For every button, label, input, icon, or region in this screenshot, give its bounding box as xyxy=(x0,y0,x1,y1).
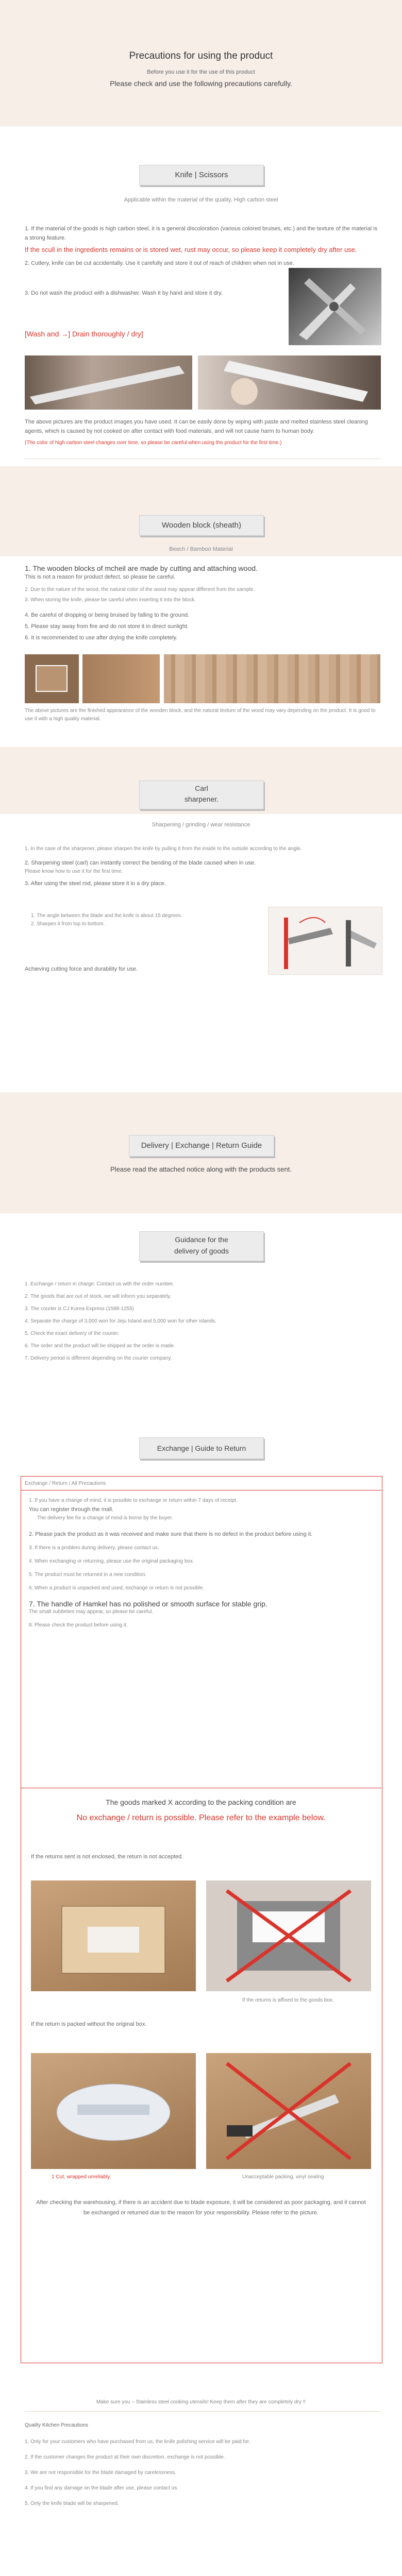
exchange-p7: 7. The handle of Hamkel has no polished or smooth surface for stable grip. xyxy=(29,1600,267,1608)
carl-heading-line2: sharpener. xyxy=(184,795,219,803)
example-caption-3: If the return is packed without the original box. xyxy=(31,2021,147,2027)
carl-p3: 3. After using the steel rod, please store it in a dry place. xyxy=(25,880,166,887)
knife-p1-red: If the scull in the ingredients remains or is stored wet, rust may occur, so please keep it completely dry after use. xyxy=(25,246,357,253)
final-item: 4. If you find any damage on the blade after use, please contact us. xyxy=(25,2485,178,2491)
knife-heading: Knife | Scissors xyxy=(139,165,264,185)
final-item: 2. If the customer changes the product at their own discretion, exchange is not possible. xyxy=(25,2454,225,2460)
delivery-item: 7. Delivery period is different depending on the courier company. xyxy=(25,1355,172,1361)
wooden-p3: 3. When storing the knife, please be careful when inserting it into the block. xyxy=(25,597,196,603)
guidance-heading xyxy=(139,1231,264,1261)
example-photo-wrapped xyxy=(31,2053,196,2169)
final-title: Quality Kitchen Precautions xyxy=(25,2422,88,2428)
knife-washing-photo-left xyxy=(25,355,192,410)
closing-divider xyxy=(25,2411,380,2412)
wooden-text xyxy=(25,564,380,642)
wood-block-photo-3 xyxy=(164,654,380,703)
knife-p4-note: (The color of high carbon steel changes over time, so please be careful when using the product for the first time.) xyxy=(25,440,282,446)
final-item: 3. We are not responsible for the blade damaged by carelessness. xyxy=(25,2470,176,2476)
example-caption-1: If the returns sent is not enclosed, the return is not accepted. xyxy=(31,1854,183,1860)
knife-p3: 3. Do not wash the product with a dishwasher. Wash it by hand and store it dry. xyxy=(25,290,223,296)
wash-label: [Wash and →] Drain thoroughly / dry] xyxy=(25,330,143,338)
wooden-photo-caption: The above pictures are the finished appearance of the wooden block, and the natural texture of the wood may vary depending on the product. It is good to use it with a high quality material. xyxy=(25,708,376,722)
wood-block-photo-2 xyxy=(82,654,160,703)
knife-p2: 2. Cutlery, knife can be cut accidentally. Use it carefully and store it out of reach of children when not in use. xyxy=(25,260,294,266)
wooden-p4: 4. Be careful of dropping or being bruised by falling to the ground. xyxy=(25,612,190,618)
wooden-band xyxy=(0,466,402,556)
closing-note: Make sure you – Stainless steel cooking utensils! Keep them after they are completely dry !! xyxy=(96,2399,306,2405)
knife-p1: 1. If the material of the goods is high carbon steel, it is a general discoloration (various colored bruises, etc.) and the texture of the material is a strong feature. xyxy=(25,226,378,241)
exchange-p1-note: The delivery fee for a change of mind is borne by the buyer. xyxy=(37,1515,173,1521)
wooden-p1: 1. The wooden blocks of mcheil are made by cutting and attaching wood. xyxy=(25,564,258,572)
carl-diagram-notes xyxy=(31,912,186,928)
delivery-item: 1. Exchange / return in charge: Contact us with the order number. xyxy=(25,1281,174,1287)
wooden-caption: Beech / Bamboo Material xyxy=(169,546,233,552)
exchange-p5: 5. The product must be returned in a new condition. xyxy=(29,1572,147,1578)
carl-p1: 1. In the case of the sharpener, please sharpen the knife by pulling it from the inside to the outside according to the angle. xyxy=(25,846,302,852)
carl-caption: Sharpening / grinding / wear resistance xyxy=(152,822,250,828)
knife-footer-text xyxy=(25,417,380,447)
guidance-line2: delivery of goods xyxy=(174,1247,229,1255)
carl-heading xyxy=(139,781,264,809)
final-item: 5. Only the knife blade will be sharpened. xyxy=(25,2501,119,2506)
wooden-p1-sub: This is not a reason for product defect, so please be careful. xyxy=(25,574,176,580)
delivery-heading: Delivery | Exchange | Return Guide xyxy=(129,1135,274,1157)
carl-p2: 2. Sharpening steel (carl) can instantly correct the bending of the blade caused when in use. xyxy=(25,860,256,866)
delivery-item: 5. Check the exact delivery of the courier. xyxy=(25,1331,120,1336)
final-list xyxy=(25,2421,380,2515)
example-caption-left: 1 Cut, wrapped unreliably. xyxy=(52,2174,111,2180)
exchange-p7-sub: The small subtleties may appear, so please be careful. xyxy=(29,1609,154,1615)
exchange-p4: 4. When exchanging or returning, please use the original packaging box. xyxy=(29,1558,194,1564)
example-caption-2: If the returns is affixed to the goods box. xyxy=(242,1997,334,2003)
packing-note: After checking the warehousing, if there is an accident due to blade exposure, it will be considered as poor packaging, and it cannot be exchanged or returned due to the reason for your responsibility. Please refer to the picture. xyxy=(36,2199,366,2216)
wooden-p2: 2. Due to the nature of the wood, the natural color of the wood may appear different from the sample. xyxy=(25,587,255,592)
carl-text xyxy=(25,845,380,888)
delivery-list xyxy=(25,1280,380,1367)
exchange-p6: 6. When a product is unpacked and used, exchange or return is not possible. xyxy=(29,1585,205,1591)
sharpener-diagram xyxy=(268,907,382,975)
wood-block-photo-1 xyxy=(25,654,79,703)
knife-caption: Applicable within the material of the quality, High carbon steel xyxy=(124,197,278,203)
carl-note-1: 1. The angle between the blade and the knife is about 15 degrees. xyxy=(31,913,182,919)
exchange-p2: 2. Please pack the product as it was received and make sure that there is no defect in the product before using it. xyxy=(29,1531,313,1537)
example-photo-label-on-box xyxy=(206,1880,371,1991)
header-subtitle: Before you use it for the use of this product xyxy=(147,69,255,75)
example-caption-right: Unacceptable packing, vinyl sealing xyxy=(242,2174,324,2180)
no-exchange-title: The goods marked X according to the packing condition are xyxy=(106,1798,296,1806)
exchange-p8: 8. Please check the product before using it. xyxy=(29,1622,128,1628)
no-exchange-warning: No exchange / return is possible. Please refer to the example below. xyxy=(76,1814,326,1822)
wooden-p5: 5. Please stay away from fire and do not store it in direct sunlight. xyxy=(25,623,189,630)
delivery-item: 6. The order and the product will be shipped as the order is made. xyxy=(25,1343,175,1349)
header-instruction: Please check and use the following precautions carefully. xyxy=(110,79,292,88)
wooden-p6: 6. It is recommended to use after drying the knife completely. xyxy=(25,635,178,641)
guidance-line1: Guidance for the xyxy=(175,1235,228,1244)
page-title: Precautions for using the product xyxy=(129,50,273,61)
delivery-item: 4. Separate the charge of 3,000 won for Jeju Island and 5,000 won for other islands. xyxy=(25,1318,216,1324)
exchange-p1: 1. If you have a change of mind, it is possible to exchange or return within 7 days of receipt. xyxy=(29,1498,238,1503)
carl-note-2: 2. Sharpen it from top to bottom. xyxy=(31,921,105,927)
example-photo-vinyl xyxy=(206,2053,371,2169)
delivery-item: 3. The courier is CJ Korea Express (1588-1255) xyxy=(25,1306,135,1312)
exchange-heading: Exchange | Guide to Return xyxy=(139,1437,264,1459)
example-photo-box-open xyxy=(31,1880,196,1991)
carl-p2-sub: Please know how to use it for the first time. xyxy=(25,869,123,874)
delivery-item: 2. The goods that are out of stock, we will inform you separately. xyxy=(25,1294,172,1299)
no-exchange-block xyxy=(21,1798,381,1823)
knife-washing-photo-right xyxy=(198,355,381,410)
exchange-sub-heading: Exchange / Return / All Precautions xyxy=(25,1481,106,1486)
carl-diagram-caption: Achieving cutting force and durability for use. xyxy=(25,966,138,972)
delivery-instruction: Please read the attached notice along with the products sent. xyxy=(110,1165,292,1173)
knife-p4: The above pictures are the product images you have used. It can be easily done by wiping with paste and melted stainless steel cleaning agents, which is caused by not cooked on after contact with food materials, and will not cause harm to human body. xyxy=(25,419,368,434)
final-item: 1. Only for your customers who have purchased from us, the knife polishing service will be paid for. xyxy=(25,2439,250,2445)
carl-heading-line1: Carl xyxy=(195,784,208,792)
page-header xyxy=(0,50,402,88)
exchange-p3: 3. If there is a problem during delivery, please contact us. xyxy=(29,1545,159,1551)
wooden-heading: Wooden block (sheath) xyxy=(139,515,264,536)
knife-text xyxy=(25,224,380,268)
scissors-photo xyxy=(289,268,381,345)
exchange-text xyxy=(29,1497,374,1630)
exchange-p1-sub: You can register through the mall. xyxy=(29,1506,114,1513)
